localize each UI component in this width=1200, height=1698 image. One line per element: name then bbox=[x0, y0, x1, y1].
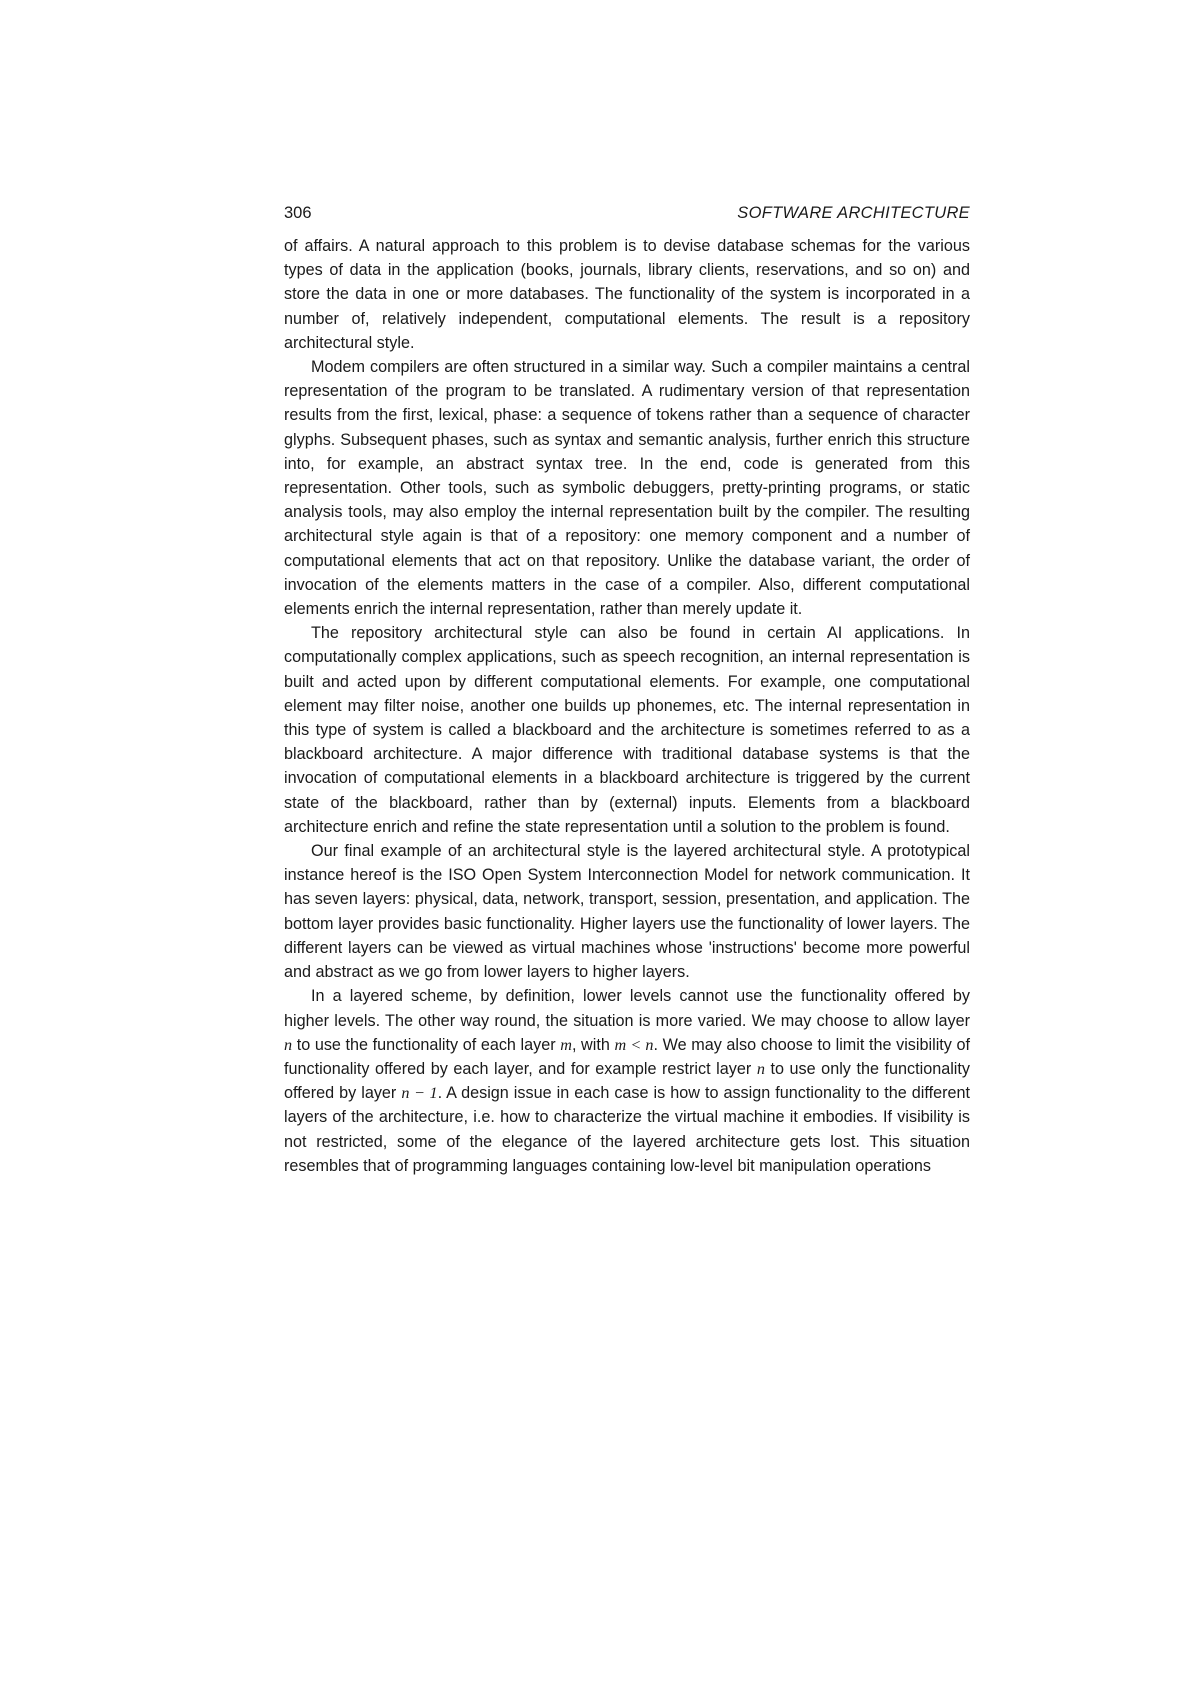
text-run: . A design issue in each case is how to assign functionality to the different layers of the architecture, i.e. how to characterize the virtual machine it embodies. If visibility is not restricted, some of the elegance of the layered architecture gets lost. This situation resembles that of programming languages containing low-level bit manipulation operations bbox=[284, 1084, 970, 1175]
running-header bbox=[284, 203, 970, 223]
text-run: , with bbox=[571, 1035, 615, 1054]
text-run: . We may also choose to limit the visibility of functionality offered by each layer, and for example restrict layer bbox=[284, 1035, 970, 1078]
text-run: In a layered scheme, by definition, lower levels cannot use the functionality offered by higher levels. The other way round, the situation is more varied. We may choose to allow layer bbox=[284, 987, 970, 1030]
text-run: to use the functionality of each layer bbox=[292, 1035, 561, 1054]
text-run: to use only the functionality offered by layer bbox=[284, 1059, 970, 1103]
book-page bbox=[284, 203, 970, 1178]
math-expression: n − 1 bbox=[401, 1084, 438, 1103]
paragraph-4: Our final example of an architectural style is the layered architectural style. A prototypical instance hereof is the ISO Open System Interconnection Model for network communication. It has seven layers: physical, data, network, transport, session, presentation, and application. The bottom layer provides basic functionality. Higher layers use the functionality of lower layers. The different layers can be viewed as virtual machines whose 'instructions' become more powerful and abstract as we go from lower layers to higher layers. bbox=[284, 842, 970, 982]
math-expression: m < n bbox=[614, 1035, 654, 1054]
math-variable: m bbox=[560, 1035, 572, 1054]
paragraph-2: Modem compilers are often structured in a similar way. Such a compiler maintains a central representation of the program to be translated. A rudimentary version of that representation results from the first, lexical, phase: a sequence of tokens rather than a sequence of character glyphs. Subsequent phases, such as syntax and semantic analysis, further enrich this structure into, for example, an abstract syntax tree. In the end, code is generated from this representation. Other tools, such as symbolic debuggers, pretty-printing programs, or static analysis tools, may also employ the internal representation built by the compiler. The resulting architectural style again is that of a repository: one memory component and a number of computational elements that act on that repository. Unlike the database variant, the order of invocation of the elements matters in the case of a compiler. Also, different computational elements enrich the internal representation, rather than merely update it. bbox=[284, 358, 970, 619]
math-variable: n bbox=[284, 1035, 293, 1054]
paragraph-3: The repository architectural style can also be found in certain AI applications. In computationally complex applications, such as speech recognition, an internal representation is built and acted upon by different computational elements. For example, one computational element may filter noise, another one builds up phonemes, etc. The internal representation in this type of system is called a blackboard and the architecture is sometimes referred to as a blackboard architecture. A major difference with traditional database systems is that the invocation of computational elements in a blackboard architecture is triggered by the current state of the blackboard, rather than by (external) inputs. Elements from a blackboard architecture enrich and refine the state representation until a solution to the problem is found. bbox=[284, 624, 970, 836]
paragraph-1: of affairs. A natural approach to this problem is to devise database schemas for the various types of data in the application (books, journals, library clients, reservations, and so on) and store the data in one or more databases. The functionality of the system is incorporated in a number of, relatively independent, computational elements. The result is a repository architectural style. bbox=[284, 237, 970, 352]
paragraph-5 bbox=[284, 984, 970, 1178]
running-title: SOFTWARE ARCHITECTURE bbox=[737, 204, 970, 222]
math-variable: n bbox=[756, 1059, 765, 1078]
page-number: 306 bbox=[284, 204, 312, 222]
